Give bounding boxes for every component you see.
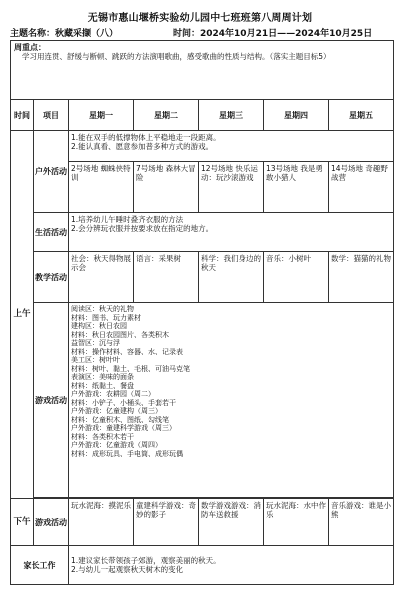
weekly-plan-table [10, 40, 394, 585]
life-label: 生活活动 [34, 213, 69, 252]
afternoon-thursday: 玩水泥海：水中作乐 [264, 499, 329, 546]
afternoon-game-label: 游戏活动 [34, 499, 69, 546]
teaching-wednesday: 科学：我们身边的秋天 [199, 252, 264, 303]
morning-label: 上午 [11, 131, 34, 499]
teaching-thursday: 音乐：小树叶 [264, 252, 329, 303]
game-line: 户外游戏：农耕园（周二） [71, 390, 155, 398]
family-line-1: 1.建议家长带领孩子郊游，观察美丽的秋天。 [71, 556, 221, 565]
afternoon-wednesday: 数学游戏游戏：消防车送救援 [199, 499, 264, 546]
game-line: 美工区：树叶叶 [71, 356, 120, 364]
family-label: 家长工作 [11, 546, 69, 585]
header-monday: 星期一 [69, 100, 134, 131]
teaching-tuesday: 语言：采果树 [134, 252, 199, 303]
game-line: 表演区：美味的面条 [71, 373, 134, 381]
header-item: 项目 [34, 100, 69, 131]
date-range: 时间：2024年10月21日——2024年10月25日 [173, 29, 373, 39]
life-text [69, 213, 394, 252]
theme-name: 主题名称：秋藏采撷（八） [10, 29, 119, 39]
afternoon-friday: 音乐游戏：谁是小熊 [329, 499, 394, 546]
game-line: 户外游戏：童建科学游戏（周三） [71, 424, 176, 432]
family-text [69, 546, 394, 585]
game-line: 材料：成形玩具、手电筒、成形玩偶 [71, 449, 183, 458]
outdoor-goals [69, 131, 394, 162]
outdoor-label: 户外活动 [34, 131, 69, 213]
game-content [69, 303, 394, 498]
afternoon-label: 下午 [11, 499, 34, 546]
weekly-focus-text: 学习用连贯、舒缓与断顿、跳跃的方法演唱歌曲，感受歌曲的性质与结构。（落实主题目标5） [22, 52, 331, 61]
game-line: 户外游戏：亿童建构（周三） [71, 407, 162, 415]
header-time: 时间 [11, 100, 34, 131]
header-thursday: 星期四 [264, 100, 329, 131]
game-line: 益智区：沉与浮 [71, 339, 120, 347]
game-line: 材料：树叶、黏土、毛根、可油马克笔 [71, 364, 190, 373]
teaching-label: 教学活动 [34, 252, 69, 303]
game-line: 材料：各类积木若干 [71, 432, 134, 441]
life-line-2: 2.会分辨玩衣服并按要求放在指定的地方。 [71, 224, 214, 233]
game-line: 阅读区：秋天的礼物 [71, 305, 134, 313]
outdoor-monday: 2号场地 蜘蛛侠特训 [69, 162, 134, 213]
game-line: 户外游戏：亿童游戏（周四） [71, 441, 162, 449]
weekly-focus-cell [11, 41, 394, 100]
afternoon-tuesday: 童建科学游戏：奇妙的影子 [134, 499, 199, 546]
life-line-1: 1.培养幼儿午睡时叠齐衣服的方法 [71, 215, 184, 224]
outdoor-friday: 14号场地 奇趣野战营 [329, 162, 394, 213]
game-label: 游戏活动 [34, 303, 69, 498]
game-line: 材料：亿童积木、图纸、勾线笔 [71, 415, 169, 424]
weekly-focus-label: 周重点： [14, 43, 46, 52]
outdoor-tuesday: 7号场地 森林大冒险 [134, 162, 199, 213]
teaching-monday: 社会：秋天得物展示会 [69, 252, 134, 303]
game-line: 材料：操作材料、容器、水、记录表 [71, 347, 183, 356]
header-wednesday: 星期三 [199, 100, 264, 131]
outdoor-thursday: 13号场地 我是勇敢小猎人 [264, 162, 329, 213]
game-line: 材料：小铲子、小桶头、手套若干 [71, 398, 176, 407]
document-title: 无锡市惠山堰桥实验幼儿园中七班班第八周周计划 [87, 13, 313, 24]
header-friday: 星期五 [329, 100, 394, 131]
family-line-2: 2.与幼儿一起观察秋天树木的变化 [71, 565, 184, 574]
game-line: 建构区：秋日农园 [71, 322, 127, 330]
outdoor-wednesday: 12号场地 快乐运动：玩沙滚游戏 [199, 162, 264, 213]
teaching-friday: 数学：猫猫的礼物 [329, 252, 394, 303]
game-line: 材料：秋日农园图片、各类积木 [71, 330, 169, 339]
game-line: 材料：纸黏土、餐盘 [71, 381, 134, 390]
header-tuesday: 星期二 [134, 100, 199, 131]
outdoor-goal-1: 1.能在双手的低撑物体上平稳地走一段距离。 [71, 133, 221, 142]
afternoon-monday: 玩水泥海：摸泥乐 [69, 499, 134, 546]
outdoor-goal-2: 2.能认真看、愿意参加普多种方式的游戏。 [71, 142, 214, 151]
game-line: 材料：图书、玩力素材 [71, 313, 141, 322]
